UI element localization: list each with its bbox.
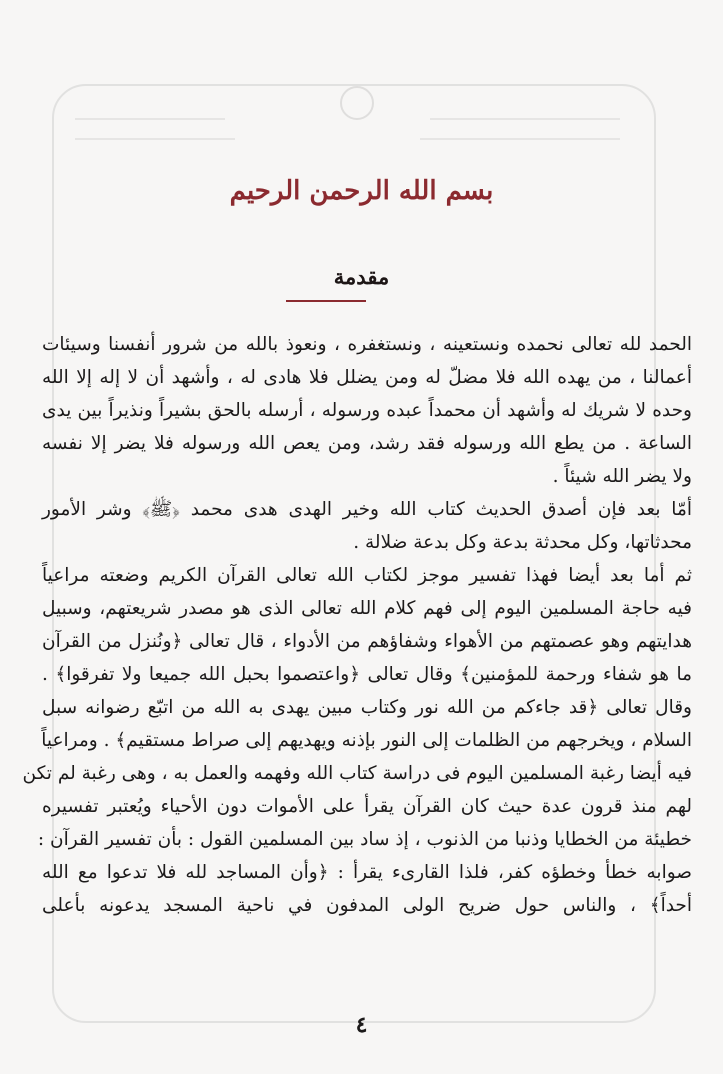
- text-line: هدايتهم وهو عصمتهم من الأهواء وشفاؤهم من الأدواء ، قال تعالى ﴿ونُنزل من القرآن: [42, 631, 692, 652]
- page-number: ٤: [355, 1012, 368, 1038]
- section-title-underline: [286, 300, 366, 302]
- text-line: ولا يضر الله شيئاً .: [552, 466, 692, 487]
- text-line: فيه حاجة المسلمين اليوم إلى فهم كلام الله تعالى الذى هو مصدر شريعتهم، وسبيل: [42, 598, 692, 619]
- section-title: مقدمة: [333, 264, 390, 289]
- text-line: فيه أيضا رغبة المسلمين اليوم فى دراسة كتاب الله وفهمه والعمل به ، وهى رغبة لم تكن: [22, 763, 692, 784]
- text-line: أمّا بعد فإن أصدق الحديث كتاب الله وخير الهدى هدى محمد ﴿ﷺ﴾ وشر الأمور: [42, 499, 692, 520]
- text-line: وحده لا شريك له وأشهد أن محمداً عبده ورسوله ، أرسله بالحق بشيراً ونذيراً بين يدى: [42, 400, 692, 421]
- text-line: لهم منذ قرون عدة حيث كان القرآن يقرأ على الأموات دون الأحياء ويُعتبر تفسيره: [42, 796, 692, 817]
- text-line: السلام ، ويخرجهم من الظلمات إلى النور بإذنه ويهديهم إلى صراط مستقيم﴾ . ومراعياً: [41, 730, 692, 751]
- basmala-heading: بسم الله الرحمن الرحيم: [229, 176, 494, 206]
- text-line: الحمد لله تعالى نحمده ونستعينه ، ونستغفره ، ونعوذ بالله من شرور أنفسنا وسيئات: [42, 334, 692, 355]
- text-line: وقال تعالى ﴿قد جاءكم من الله نور وكتاب مبين يهدى به الله من اتبّع رضوانه سبل: [42, 697, 692, 718]
- text-line: خطيئة من الخطايا وذنبا من الذنوب ، إذ ساد بين المسلمين القول : بأن تفسير القرآن :: [37, 829, 692, 850]
- show-through-line: [75, 118, 225, 120]
- show-through-line: [430, 118, 620, 120]
- text-line: أحداً﴾ ، والناس حول ضريح الولى المدفون في ناحية المسجد يدعونه بأعلى: [42, 895, 692, 916]
- text-line: الساعة . من يطع الله ورسوله فقد رشد، ومن يعص الله ورسوله فلا يضر إلا نفسه: [42, 433, 692, 454]
- text-line: صوابه خطأ وخطؤه كفر، فلذا القارىء يقرأ : ﴿وأن المساجد لله فلا تدعوا مع الله: [42, 862, 692, 883]
- text-line: ما هو شفاء ورحمة للمؤمنين﴾ وقال تعالى ﴿واعتصموا بحبل الله جميعا ولا تفرقوا﴾ .: [42, 664, 692, 685]
- body-text: [22, 328, 692, 922]
- show-through-line: [75, 138, 235, 140]
- text-line: ثم أما بعد أيضا فهذا تفسير موجز لكتاب الله تعالى القرآن الكريم وضعته مراعياً: [42, 565, 692, 586]
- text-line: أعمالنا ، من يهده الله فلا مضلّ له ومن يضلل فلا هادى له ، وأشهد أن لا إله إلا الله: [42, 367, 692, 388]
- text-line: محدثاتها، وكل محدثة بدعة وكل بدعة ضلالة .: [353, 532, 692, 553]
- show-through-line: [420, 138, 620, 140]
- show-through-seal: [340, 86, 374, 120]
